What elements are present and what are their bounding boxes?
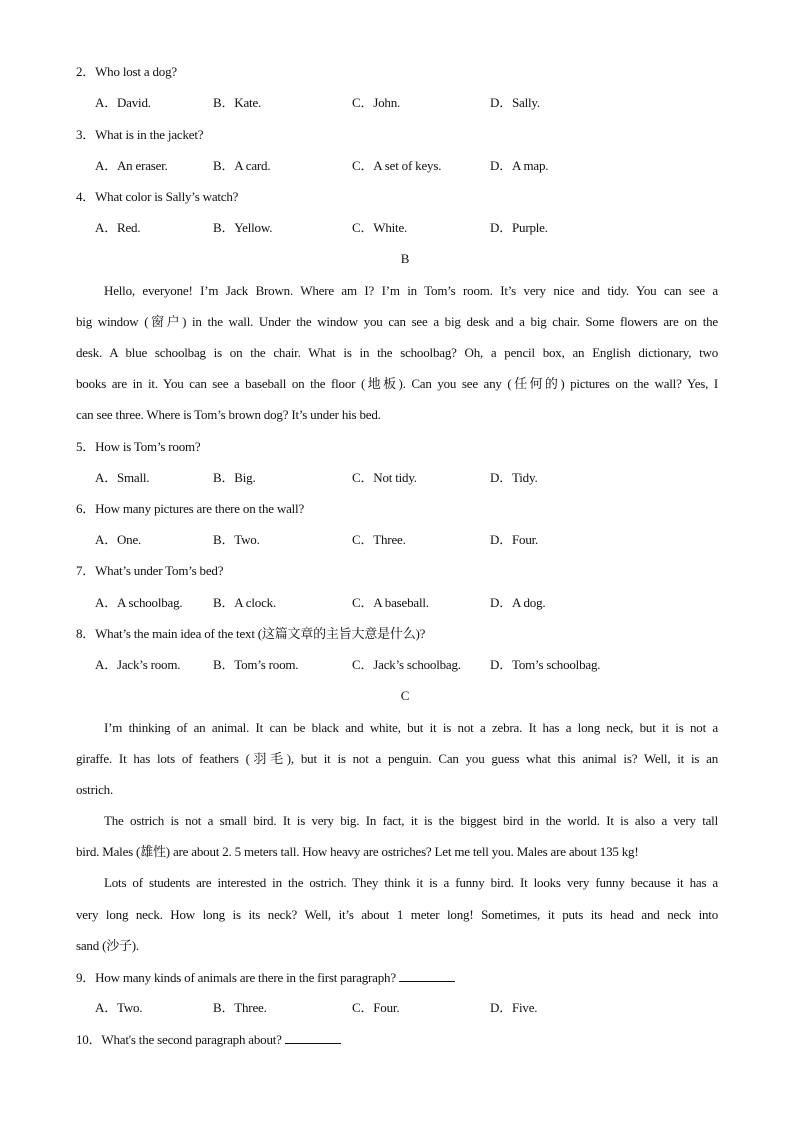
passage-line: Lots of students are interested in the ostrich. They think it is a funny bird. It looks very funny because it has a: [104, 875, 718, 890]
q9-option-c: C．Four.: [352, 1000, 400, 1015]
q5-option-a: A．Small.: [95, 470, 150, 485]
question-8: 8．What’s the main idea of the text (这篇文章的主旨大意是什么)?: [76, 626, 426, 641]
passage-line: books are in it. You can see a baseball on the floor (地板). Can you see any (任何的) pictures on the wall? Yes, I: [76, 376, 718, 391]
q3-option-c: C．A set of keys.: [352, 158, 442, 173]
question-9: [76, 969, 455, 986]
q3-option-d: D．A map.: [490, 158, 549, 173]
question-7: 7．What’s under Tom’s bed?: [76, 563, 224, 578]
q4-option-b: B．Yellow.: [213, 220, 273, 235]
passage-line: sand (沙子).: [76, 938, 139, 953]
q4-option-c: C．White.: [352, 220, 408, 235]
passage-line: desk. A blue schoolbag is on the chair. What is in the schoolbag? Oh, a pencil box, an English dictionary, two: [76, 345, 718, 360]
q8-option-a: A．Jack’s room.: [95, 657, 181, 672]
question-5: 5．How is Tom’s room?: [76, 439, 201, 454]
q9-option-b: B．Three.: [213, 1000, 267, 1015]
q7-option-a: A．A schoolbag.: [95, 595, 183, 610]
q2-option-c: C．John.: [352, 95, 401, 110]
q2-option-a: A．David.: [95, 95, 151, 110]
q3-option-b: B．A card.: [213, 158, 271, 173]
section-b-heading: B: [400, 251, 410, 266]
question-6: 6．How many pictures are there on the wall?: [76, 501, 305, 516]
question-2: 2．Who lost a dog?: [76, 64, 177, 79]
passage-line: Hello, everyone! I’m Jack Brown. Where am I? I’m in Tom’s room. It’s very nice and tidy. You can see a: [104, 283, 718, 298]
q9-option-a: A．Two.: [95, 1000, 143, 1015]
passage-line: giraffe. It has lots of feathers (羽毛), but it is not a penguin. Can you guess what this animal is? Well, it is an: [76, 751, 718, 766]
q5-option-c: C．Not tidy.: [352, 470, 417, 485]
q5-option-d: D．Tidy.: [490, 470, 538, 485]
question-4: 4．What color is Sally’s watch?: [76, 189, 239, 204]
section-c-heading: C: [400, 688, 410, 703]
question-3: 3．What is in the jacket?: [76, 127, 204, 142]
q8-option-c: C．Jack’s schoolbag.: [352, 657, 461, 672]
question-9-text: 9．How many kinds of animals are there in the first paragraph?: [76, 970, 396, 985]
q2-option-b: B．Kate.: [213, 95, 262, 110]
q6-option-b: B．Two.: [213, 532, 260, 547]
passage-line: can see three. Where is Tom’s brown dog? It’s under his bed.: [76, 407, 381, 422]
passage-line: very long neck. How long is its neck? Well, it’s about 1 meter long! Sometimes, it puts its head and neck into: [76, 907, 718, 922]
q3-option-a: A．An eraser.: [95, 158, 168, 173]
passage-line: ostrich.: [76, 782, 114, 797]
q8-option-d: D．Tom’s schoolbag.: [490, 657, 601, 672]
q5-option-b: B．Big.: [213, 470, 256, 485]
q4-option-d: D．Purple.: [490, 220, 548, 235]
question-10-text: 10．What's the second paragraph about?: [76, 1032, 282, 1047]
passage-line: The ostrich is not a small bird. It is very big. In fact, it is the biggest bird in the world. It is also a very tall: [104, 813, 718, 828]
answer-blank[interactable]: [285, 1031, 341, 1044]
q7-option-b: B．A clock.: [213, 595, 276, 610]
q4-option-a: A．Red.: [95, 220, 141, 235]
q9-option-d: D．Five.: [490, 1000, 538, 1015]
question-10: [76, 1031, 341, 1048]
q7-option-c: C．A baseball.: [352, 595, 429, 610]
passage-line: bird. Males (雄性) are about 2. 5 meters tall. How heavy are ostriches? Let me tell you. Males are about 135 kg!: [76, 844, 639, 859]
passage-line: I’m thinking of an animal. It can be black and white, but it is not a zebra. It has a long neck, but it is not a: [104, 720, 718, 735]
answer-blank[interactable]: [399, 969, 455, 982]
q7-option-d: D．A dog.: [490, 595, 546, 610]
q6-option-d: D．Four.: [490, 532, 539, 547]
q8-option-b: B．Tom’s room.: [213, 657, 299, 672]
q6-option-c: C．Three.: [352, 532, 406, 547]
q6-option-a: A．One.: [95, 532, 142, 547]
passage-line: big window (窗户) in the wall. Under the window you can see a big desk and a big chair. Some flowers are on the: [76, 314, 718, 329]
q2-option-d: D．Sally.: [490, 95, 540, 110]
